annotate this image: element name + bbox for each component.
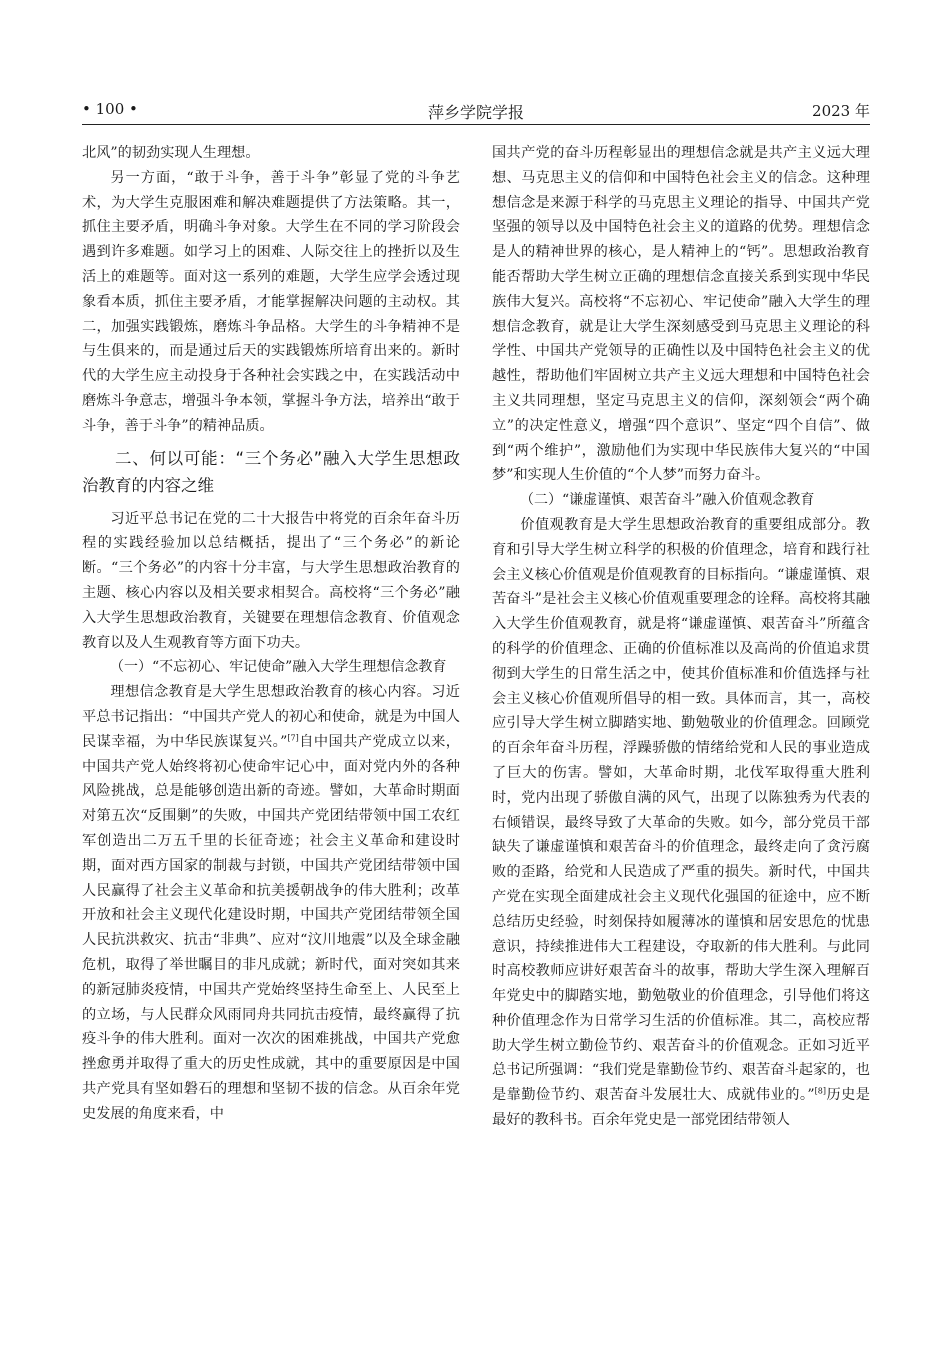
paragraph-ideals xyxy=(82,680,460,1126)
subsection-heading-1: （一）“不忘初心、牢记使命”融入大学生理想信念教育 xyxy=(110,659,447,676)
paragraph-section-intro: 习近平总书记在党的二十大报告中将党的百余年奋斗历程的实践经验加以总结概括，提出了“三个务必”的新论断。“三个务必”的内容十分丰富，与大学生思想政治教育的主题、核心内容以及相关要求相契合。高校将“三个务必”融入大学生思想政治教育，关键要在理想信念教育、价值观念教育以及人生观教育等方面下功夫。 xyxy=(82,510,460,651)
paragraph-values-part-a: 价值观教育是大学生思想政治教育的重要组成部分。教育和引导大学生树立科学的积极的价值理念，培育和践行社会主义核心价值观是价值观教育的目标指向。“谦虚谨慎、艰苦奋斗”是社会主义核心价值观重要理念的诠释。高校将其融入大学生价值观教育，就是将“谦虚谨慎、艰苦奋斗”所蕴含的科学的价值理念、正确的价值标准以及高尚的价值追求贯彻到大学生的日常生活之中，使其价值标准和价值选择与社会主义核心价值观所倡导的相一致。具体而言，其一，高校应引导大学生树立脚踏实地、勤勉敬业的价值理念。回顾党的百余年奋斗历程，浮躁骄傲的情绪给党和人民的事业造成了巨大的伤害。譬如，大革命时期，北伐军取得重大胜利时，党内出现了骄傲自满的风气，出现了以陈独秀为代表的右倾错误，最终导致了大革命的失败。如今，部分党员干部缺失了谦虚谨慎和艰苦奋斗的价值理念，最终走向了贪污腐败的歪路，给党和人民造成了严重的损失。新时代，中国共产党在实现全面建成社会主义现代化强国的征途中，应不断总结历史经验，时刻保持如履薄冰的谨慎和居安思危的忧患意识，持续推进伟大工程建设，夺取新的伟大胜利。与此同时高校教师应讲好艰苦奋斗的故事，帮助大学生深入理解百年党史中的脚踏实地，勤勉敬业的价值理念，引导他们将这种价值理念作为日常学习生活的价值标准。其二，高校应帮助大学生树立勤俭节约、艰苦奋斗的价值观念。正如习近平总书记所强调：“我们党是靠勤俭节约、艰苦奋斗起家的，也是靠勤俭节约、艰苦奋斗发展壮大、成就伟业的。” xyxy=(492,516,870,1104)
right-column xyxy=(492,141,870,1133)
paragraph-ideals-part-a: 理想信念教育是大学生思想政治教育的核心内容。习近平总书记指出：“中国共产党人的初心和使命，就是为中国人民谋幸福，为中华民族谋复兴。” xyxy=(82,684,460,750)
citation-7: [7] xyxy=(287,733,299,742)
paragraph-values xyxy=(492,513,870,1133)
publication-year: 2023 年 xyxy=(812,102,870,120)
paragraph-ideals-continued: 国共产党的奋斗历程彰显出的理想信念就是共产主义远大理想、马克思主义的信仰和中国特色社会主义的信念。这种理想信念是来源于科学的马克思主义理论的指导、中国共产党坚强的领导以及中国特色社会主义的道路的优势。理想信念是人的精神世界的核心，是人精神上的“钙”。思想政治教育能否帮助大学生树立正确的理想信念直接关系到实现中华民族伟大复兴。高校将“不忘初心、牢记使命”融入大学生的理想信念教育，就是让大学生深刻感受到马克思主义理论的科学性、中国共产党领导的正确性以及中国特色社会主义的优越性，帮助他们牢固树立共产主义远大理想和中国特色社会主义共同理想，坚定马克思主义的信仰，深刻领会“两个确立”的决定性意义，增强“四个意识”、坚定“四个自信”、做到“两个维护”，激励他们为实现中华民族伟大复兴的“中国梦”和实现人生价值的“个人梦”而努力奋斗。 xyxy=(492,145,870,484)
paragraph-struggle: 另一方面，“敢于斗争，善于斗争”彰显了党的斗争艺术，为大学生克服困难和解决难题提供了方法策略。其一，抓住主要矛盾，明确斗争对象。大学生在不同的学习阶段会遇到许多难题。如学习上的困难、人际交往上的挫折以及生活上的难题等。面对这一系列的难题，大学生应学会透过现象看本质，抓住主要矛盾，才能掌握解决问题的主动权。其二，加强实践锻炼，磨炼斗争品格。大学生的斗争精神不是与生俱来的，而是通过后天的实践锻炼所培育出来的。新时代的大学生应主动投身于各种社会实践之中，在实践活动中磨炼斗争意志，增强斗争本领，掌握斗争方法，培养出“敢于斗争，善于斗争”的精神品质。 xyxy=(82,169,460,434)
paragraph-ideals-part-b: 自中国共产党成立以来，中国共产党人始终将初心使命牢记心中，面对党内外的各种风险挑战，总是能够创造出新的奇迹。譬如，大革命时期面对第五次“反围剿”的失败，中国共产党团结带领中国工农红军创造出二万五千里的长征奇迹；社会主义革命和建设时期，面对西方国家的制裁与封锁，中国共产党团结带领中国人民赢得了社会主义革命和抗美援朝战争的伟大胜利；改革开放和社会主义现代化建设时期，中国共产党团结带领全国人民抗洪救灾、抗击“非典”、应对“汶川地震”以及全球金融危机，取得了举世瞩目的非凡成就；新时代，面对突如其来的新冠肺炎疫情，中国共产党始终坚持生命至上、人民至上的立场，与人民群众风雨同舟共同抗击疫情，最终赢得了抗疫斗争的伟大胜利。面对一次次的困难挑战，中国共产党愈挫愈勇并取得了重大的历史性成就，其中的重要原因是中国共产党具有坚如磐石的理想和坚韧不拔的信念。从百余年党史发展的角度来看，中 xyxy=(82,733,460,1122)
paragraph-continued: 北风”的韧劲实现人生理想。 xyxy=(82,145,260,161)
page-number: • 100 • xyxy=(82,100,138,118)
left-column xyxy=(82,141,460,1126)
subsection-heading-2: （二）“谦虚谨慎、艰苦奋斗”融入价值观念教育 xyxy=(520,492,815,509)
page-header xyxy=(82,98,870,125)
journal-title: 萍乡学院学报 xyxy=(427,103,524,122)
paragraph-values-part-b: 历史是最好的教科书。百余年党史是一部党团结带领人 xyxy=(492,1087,870,1129)
section-heading-2: 二、何以可能：“三个务必”融入大学生思想政治教育的内容之维 xyxy=(82,448,460,495)
citation-8: [8] xyxy=(814,1086,827,1096)
